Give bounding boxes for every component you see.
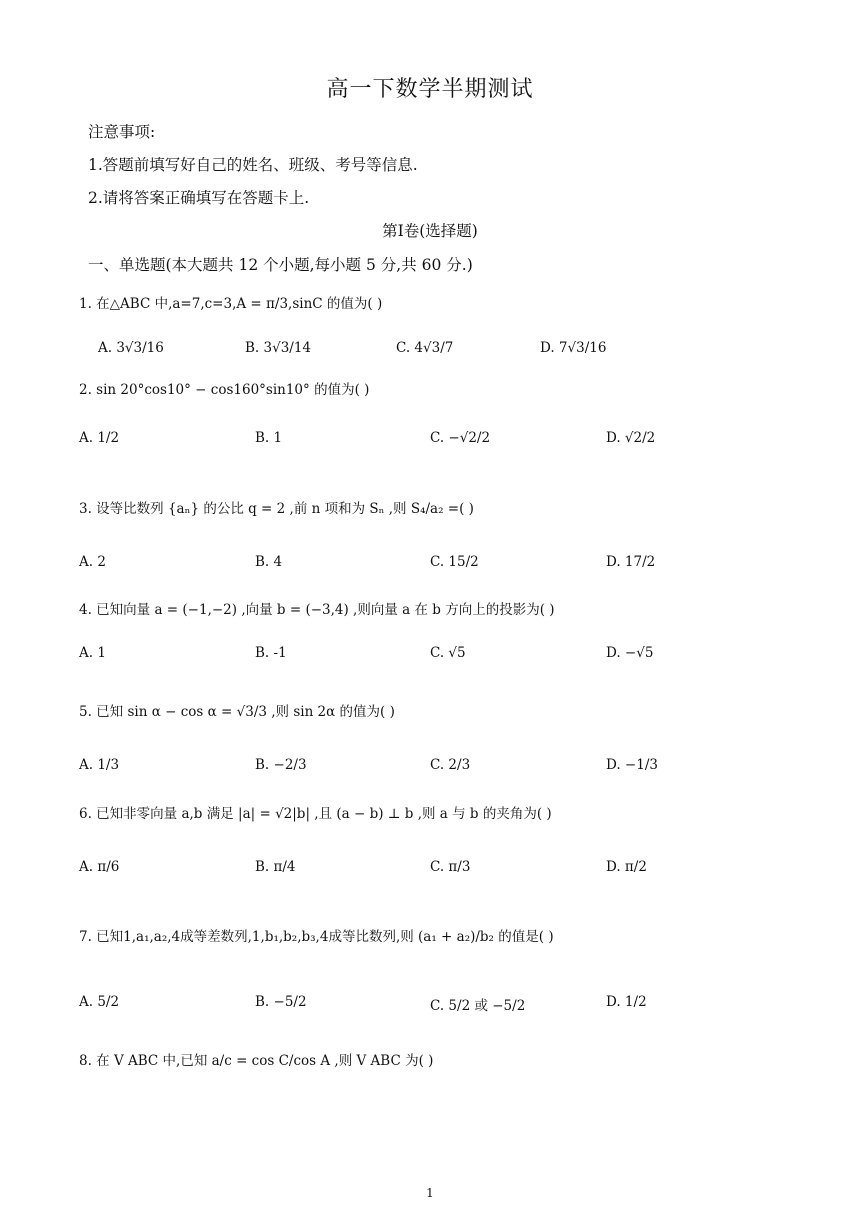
notes-item-1: 1.答题前填写好自己的姓名、班级、考号等信息. [88, 156, 418, 174]
q4-option-a: A. 1 [79, 645, 106, 661]
q1-option-d: D. 7√3/16 [540, 340, 607, 356]
question-1: 1. 在△ABC 中,a=7,c=3,A = π/3,sinC 的值为( ) [79, 296, 383, 312]
part-title: 第Ⅰ卷(选择题) [382, 222, 478, 240]
question-8: 8. 在 V ABC 中,已知 a/c = cos C/cos A ,则 V ABC 为( ) [79, 1053, 434, 1069]
q7-option-d: D. 1/2 [606, 994, 647, 1010]
q6-option-c: C. π/3 [430, 859, 471, 875]
q5-option-d: D. −1/3 [606, 757, 658, 773]
q7-option-c: C. 5/2 或 −5/2 [430, 998, 526, 1014]
q2-option-b: B. 1 [255, 430, 283, 446]
q5-option-c: C. 2/3 [430, 757, 471, 773]
q1-option-a: A. 3√3/16 [98, 340, 164, 356]
q6-option-d: D. π/2 [606, 859, 647, 875]
q5-option-b: B. −2/3 [255, 757, 307, 773]
q4-option-b: B. -1 [255, 645, 287, 661]
q5-option-a: A. 1/3 [79, 757, 120, 773]
question-4: 4. 已知向量 a = (−1,−2) ,向量 b = (−3,4) ,则向量 a 在 b 方向上的投影为( ) [79, 602, 555, 618]
q1-option-b: B. 3√3/14 [245, 340, 312, 356]
page-title: 高一下数学半期测试 [326, 77, 534, 102]
question-6: 6. 已知非零向量 a,b 满足 |a| = √2|b| ,且 (a − b) ⊥ b ,则 a 与 b 的夹角为( ) [79, 806, 552, 822]
question-3: 3. 设等比数列 {aₙ} 的公比 q = 2 ,前 n 项和为 Sₙ ,则 S₄/a₂ =( ) [79, 501, 474, 517]
question-5: 5. 已知 sin α − cos α = √3/3 ,则 sin 2α 的值为( ) [79, 704, 395, 720]
page-number: 1 [426, 1186, 434, 1200]
q4-option-d: D. −√5 [606, 645, 654, 661]
q3-option-c: C. 15/2 [430, 554, 479, 570]
q7-option-b: B. −5/2 [255, 994, 307, 1010]
q6-option-b: B. π/4 [255, 859, 296, 875]
section-title: 一、单选题(本大题共 12 个小题,每小题 5 分,共 60 分.) [88, 256, 473, 274]
q7-option-a: A. 5/2 [79, 994, 120, 1010]
q2-option-a: A. 1/2 [79, 430, 120, 446]
notes-item-2: 2.请将答案正确填写在答题卡上. [88, 189, 310, 207]
q4-option-c: C. √5 [430, 645, 466, 661]
q3-option-b: B. 4 [255, 554, 283, 570]
question-2: 2. sin 20°cos10° − cos160°sin10° 的值为( ) [79, 382, 370, 398]
q6-option-a: A. π/6 [79, 859, 120, 875]
q3-option-d: D. 17/2 [606, 554, 656, 570]
q2-option-c: C. −√2/2 [430, 430, 491, 446]
q3-option-a: A. 2 [79, 554, 106, 570]
question-7: 7. 已知1,a₁,a₂,4成等差数列,1,b₁,b₂,b₃,4成等比数列,则 (a₁ + a₂)/b₂ 的值是( ) [79, 929, 554, 945]
q1-option-c: C. 4√3/7 [396, 340, 454, 356]
q2-option-d: D. √2/2 [606, 430, 656, 446]
notes-heading: 注意事项: [88, 123, 156, 141]
